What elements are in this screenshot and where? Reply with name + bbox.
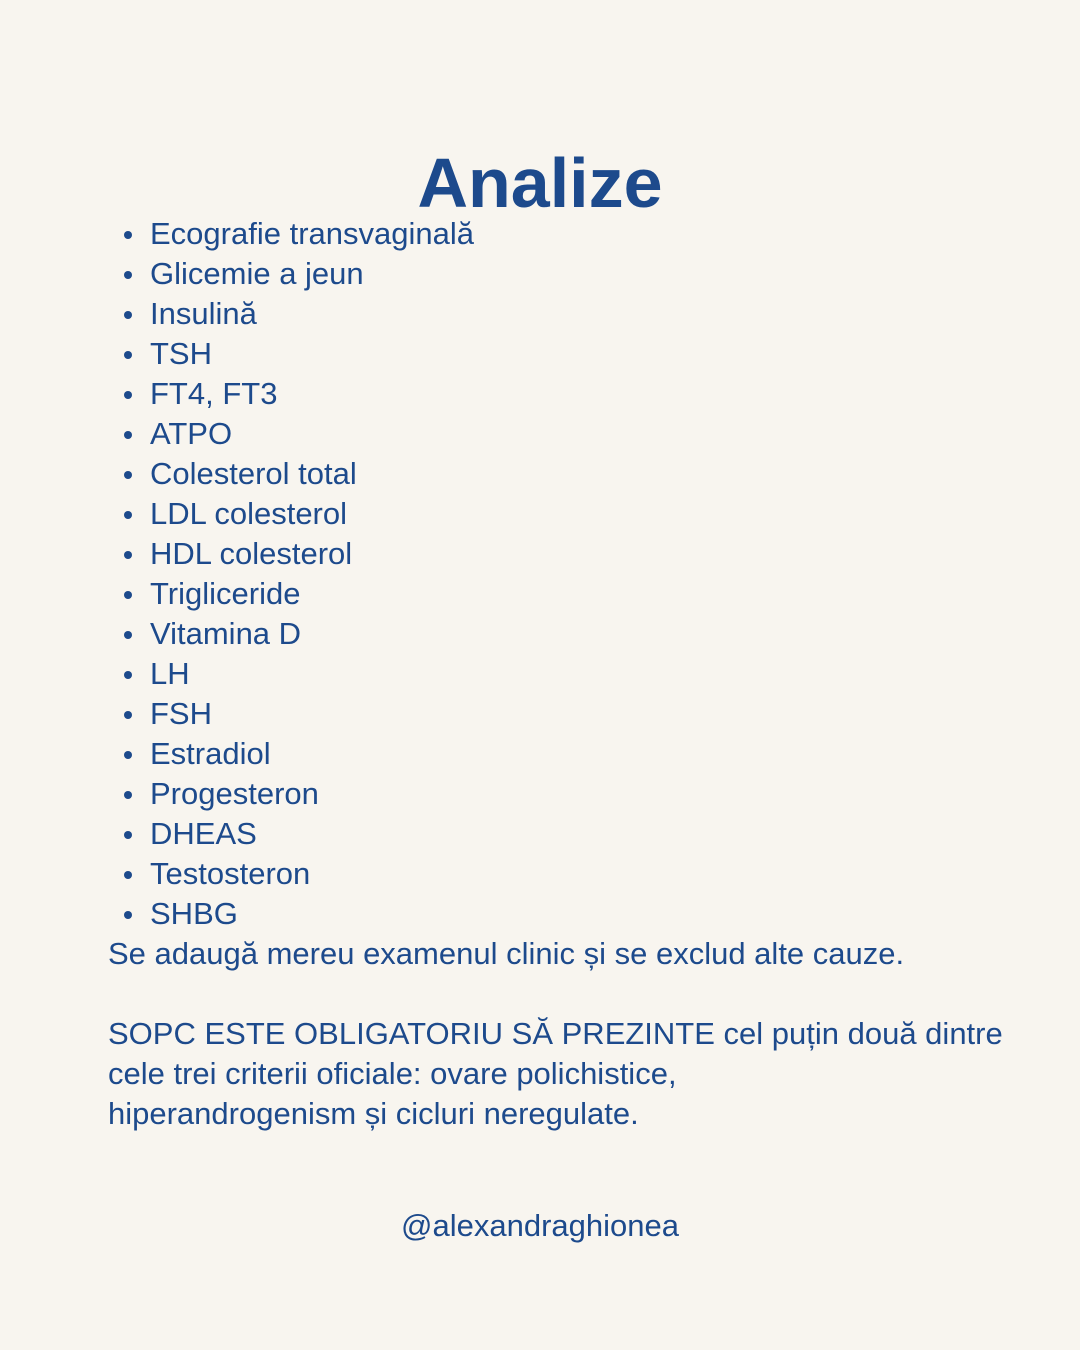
list-item: Colesterol total xyxy=(120,454,474,494)
list-item: Testosteron xyxy=(120,854,474,894)
criteria-line: SOPC ESTE OBLIGATORIU SĂ PREZINTE cel puțin două dintre xyxy=(108,1016,1003,1051)
clinical-note: Se adaugă mereu examenul clinic și se exclud alte cauze. xyxy=(108,936,905,971)
analysis-list xyxy=(120,214,474,934)
list-item: Trigliceride xyxy=(120,574,474,614)
criteria-paragraph xyxy=(108,1014,1003,1134)
list-item: Insulină xyxy=(120,294,474,334)
list-item: TSH xyxy=(120,334,474,374)
list-item: Ecografie transvaginală xyxy=(120,214,474,254)
list-item: Glicemie a jeun xyxy=(120,254,474,294)
list-item: LDL colesterol xyxy=(120,494,474,534)
list-item: Vitamina D xyxy=(120,614,474,654)
title-text: Analize xyxy=(417,143,663,222)
author-handle: @alexandraghionea xyxy=(401,1208,679,1243)
criteria-line: cele trei criterii oficiale: ovare polichistice, xyxy=(108,1056,677,1091)
list-item: FSH xyxy=(120,694,474,734)
list-item: Estradiol xyxy=(120,734,474,774)
page-title xyxy=(0,143,1080,223)
list-item: HDL colesterol xyxy=(120,534,474,574)
list-item: ATPO xyxy=(120,414,474,454)
criteria-line: hiperandrogenism și cicluri neregulate. xyxy=(108,1096,639,1131)
list-item: Progesteron xyxy=(120,774,474,814)
list-item: SHBG xyxy=(120,894,474,934)
list-item: FT4, FT3 xyxy=(120,374,474,414)
list-item: DHEAS xyxy=(120,814,474,854)
list-item: LH xyxy=(120,654,474,694)
